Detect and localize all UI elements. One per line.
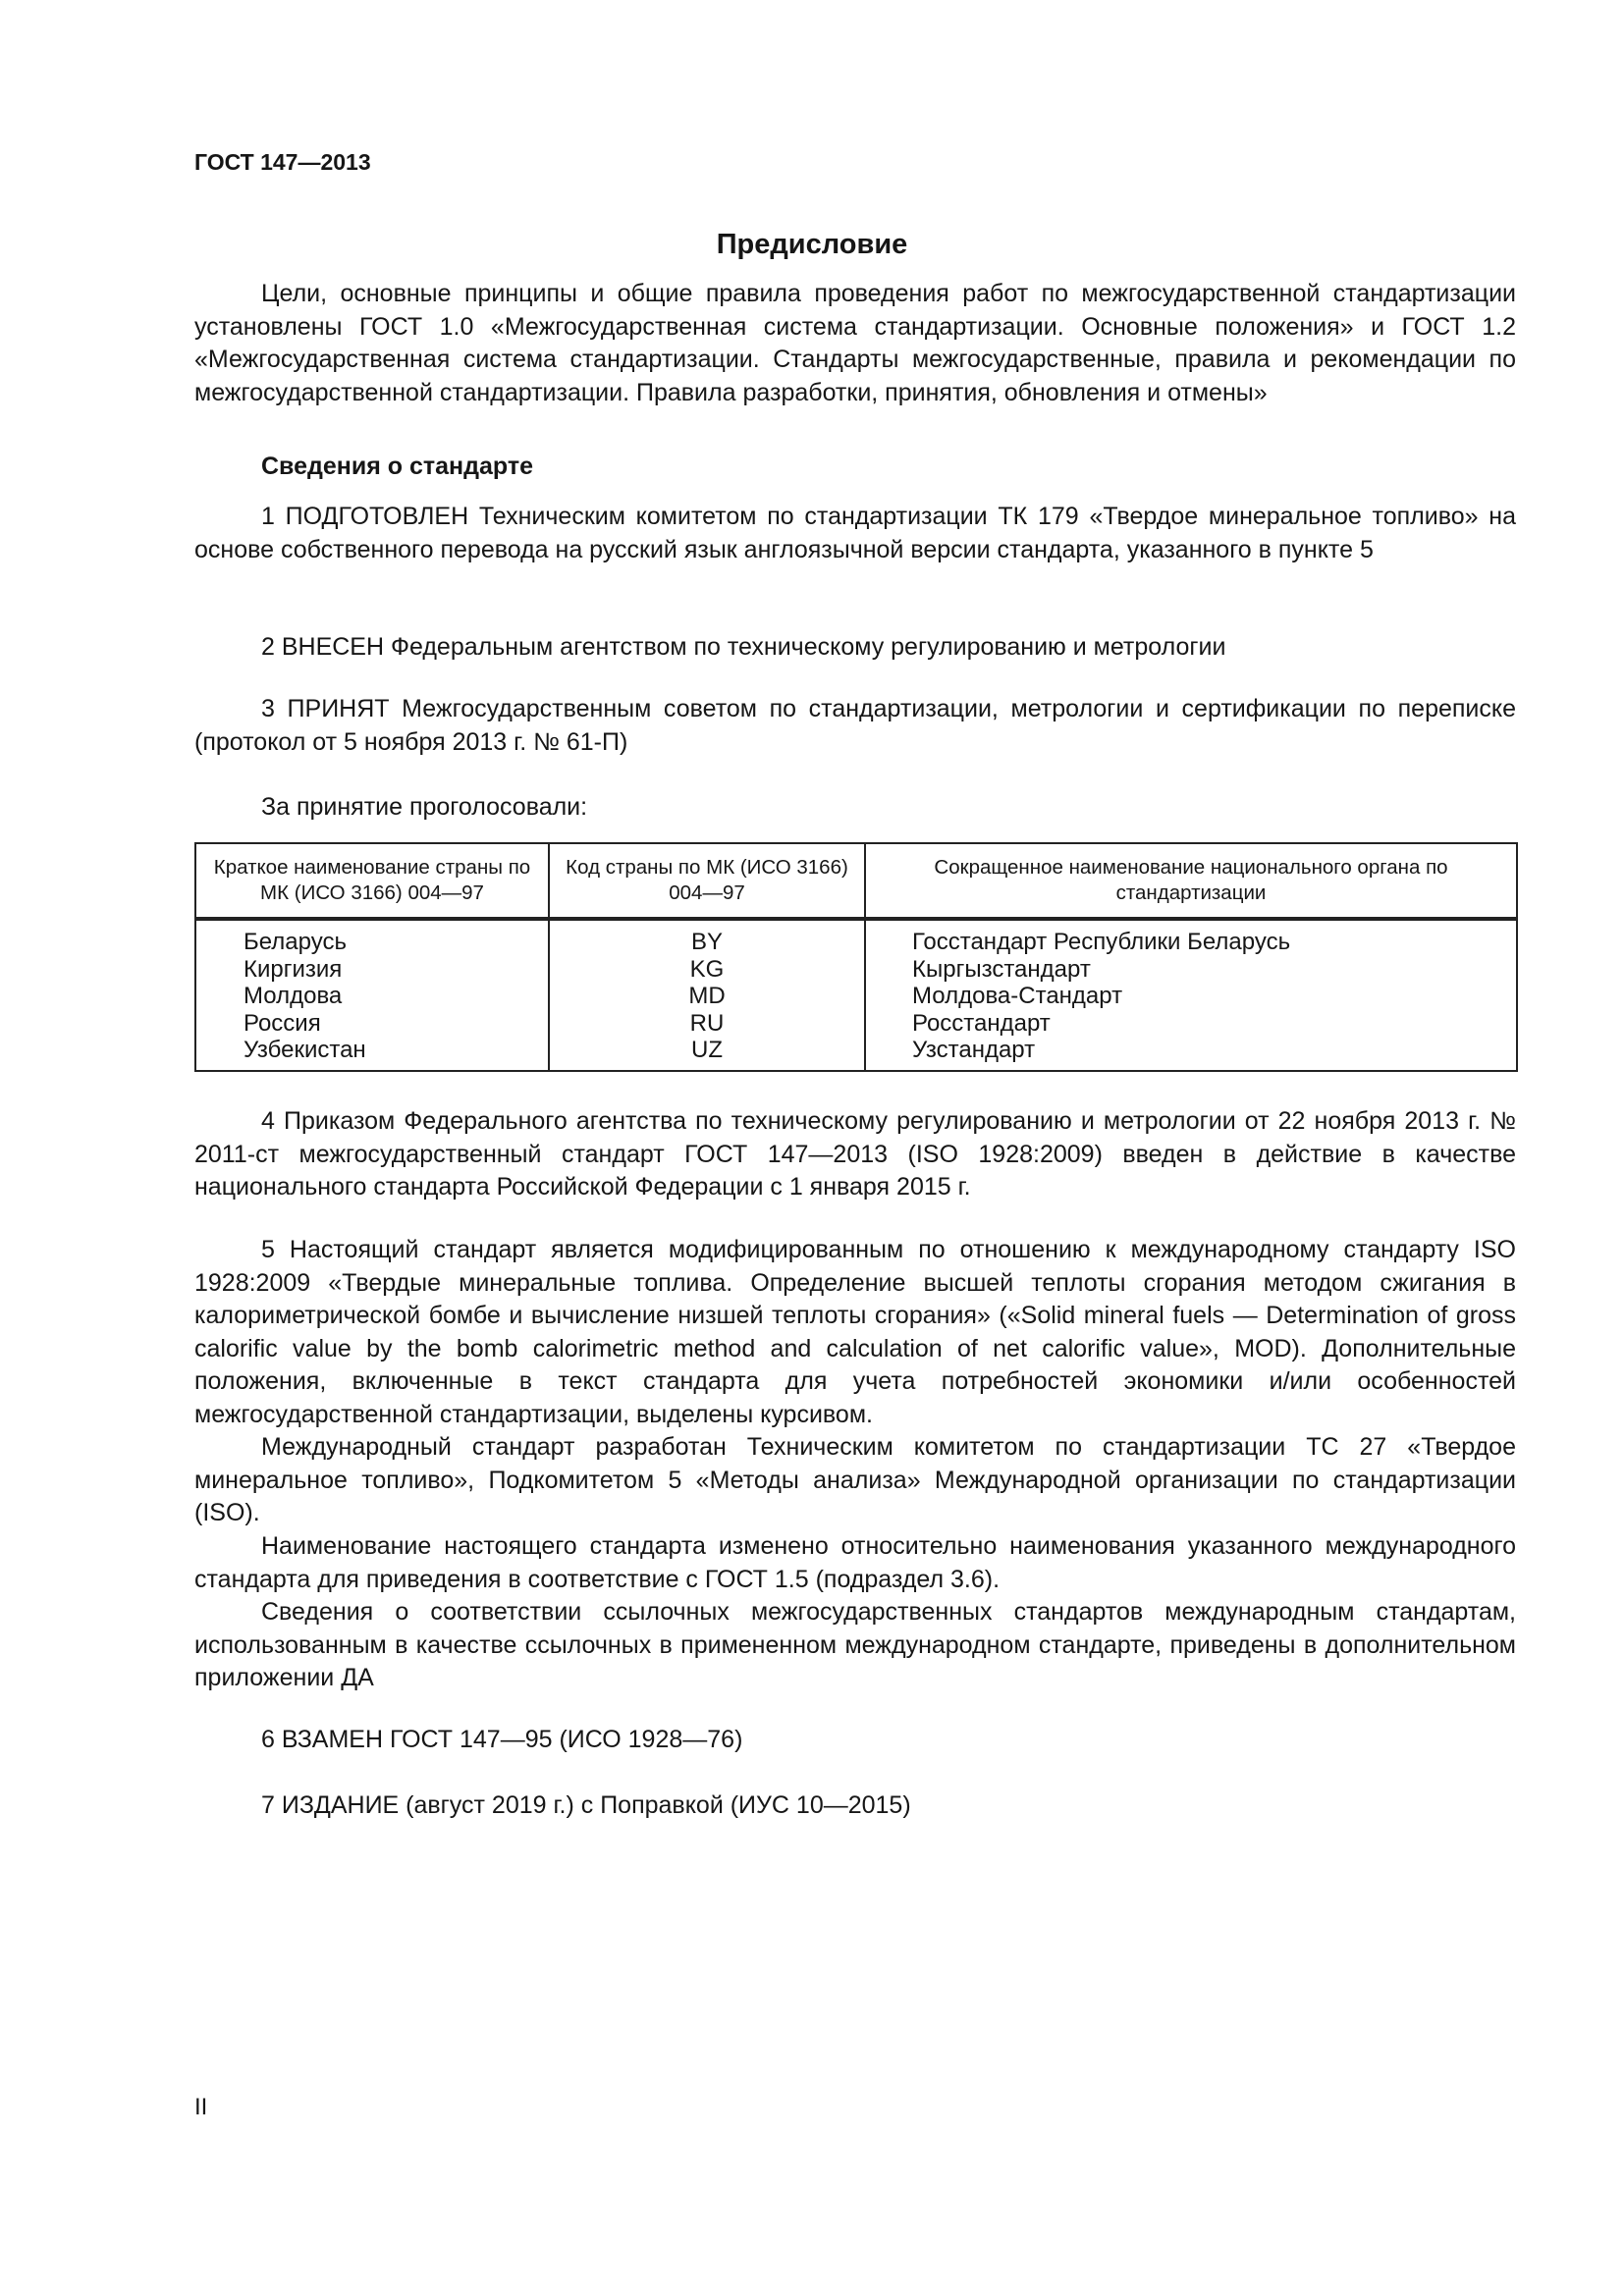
section-heading: Сведения о стандарте: [261, 453, 534, 480]
table-cell-country: Беларусь: [244, 929, 347, 955]
votes-label: За принятие проголосовали:: [261, 793, 588, 821]
item-7-paragraph: 7 ИЗДАНИЕ (август 2019 г.) с Поправкой (ИУС 10—2015): [261, 1791, 911, 1819]
page-title: Предисловие: [716, 229, 908, 260]
item-5-paragraph: 5 Настоящий стандарт является модифицированным по отношению к международному стандарту ISO 1928:2009 «Твердые минеральные топлива. Определение высшей теплоты сгорания методом сжигания в калориметрической бомбе и вычисление низшей теплоты сгорания» («Solid mineral fuels — Determination of gross calorific value by the bomb calorimetric method and calculation of net calorific value», MOD). Дополнительные положения, включенные в текст стандарта для учета потребностей экономики и/или особенностей межгосударственной стандартизации, выделены курсивом.: [194, 1236, 1516, 1428]
table-cell-code: UZ: [691, 1037, 723, 1064]
table-cell-country: Киргизия: [244, 955, 343, 983]
table-cell-code: BY: [690, 929, 723, 955]
table-cell-country: Узбекистан: [244, 1037, 366, 1064]
table-cell-organization: Молдова-Стандарт: [912, 983, 1123, 1010]
table-cell-country: Россия: [244, 1009, 321, 1037]
intro-paragraph: Цели, основные принципы и общие правила проведения работ по межгосударственной стандартизации установлены ГОСТ 1.0 «Межгосударственная система стандартизации. Основные положения» и ГОСТ 1.2 «Межгосударственная система стандартизации. Стандарты межгосударственные, правила и рекомендации по межгосударственной стандартизации. Правила разработки, принятия, обновления и отмены»: [194, 280, 1516, 406]
item-5-paragraph-references: Сведения о соответствии ссылочных межгосударственных стандартов международным стандартам, использованным в качестве ссылочных в примененном международном стандарте, приведены в дополнительном приложении ДА: [194, 1598, 1516, 1691]
document-header: ГОСТ 147—2013: [194, 149, 371, 175]
item-1-paragraph: 1 ПОДГОТОВЛЕН Техническим комитетом по стандартизации ТК 179 «Твердое минеральное топливо» на основе собственного перевода на русский язык англоязычной версии стандарта, указанного в пункте 5: [194, 503, 1516, 563]
votes-table: [194, 842, 1518, 1072]
item-5-paragraph-name-change: Наименование настоящего стандарта изменено относительно наименования указанного международного стандарта для приведения в соответствие с ГОСТ 1.5 (подраздел 3.6).: [194, 1532, 1516, 1593]
item-5-paragraph-international: Международный стандарт разработан Техническим комитетом по стандартизации TC 27 «Твердое минеральное топливо», Подкомитетом 5 «Методы анализа» Международной организации по стандартизации (ISO).: [194, 1433, 1516, 1526]
table-header-country: Краткое наименование страны по МК (ИСО 3166) 004—97: [195, 843, 549, 919]
item-3-paragraph: 3 ПРИНЯТ Межгосударственным советом по стандартизации, метрологии и сертификации по переписке (протокол от 5 ноября 2013 г. № 61-П): [194, 695, 1516, 756]
table-cell-code: KG: [689, 955, 725, 983]
country-column: [195, 919, 549, 1071]
organization-column: [865, 919, 1517, 1071]
table-cell-code: RU: [689, 1009, 725, 1037]
code-column: [549, 919, 865, 1071]
table-body-row: [195, 919, 1517, 1071]
table-header-row: [195, 843, 1517, 919]
table-cell-country: Молдова: [244, 983, 343, 1010]
item-6-paragraph: 6 ВЗАМЕН ГОСТ 147—95 (ИСО 1928—76): [261, 1726, 743, 1753]
table-cell-organization: Росстандарт: [912, 1009, 1051, 1037]
item-2-paragraph: 2 ВНЕСЕН Федеральным агентством по техническому регулированию и метрологии: [261, 633, 1226, 661]
item-4-paragraph: 4 Приказом Федерального агентства по техническому регулированию и метрологии от 22 ноября 2013 г. № 2011-ст межгосударственный стандарт ГОСТ 147—2013 (ISO 1928:2009) введен в действие в качестве национального стандарта Российской Федерации с 1 января 2015 г.: [194, 1107, 1516, 1201]
table-cell-code: MD: [688, 983, 726, 1010]
table-cell-organization: Узстандарт: [912, 1037, 1036, 1064]
table-header-organization: Сокращенное наименование национального органа по стандартизации: [865, 843, 1517, 919]
page-number: II: [194, 2094, 208, 2120]
table-cell-organization: Кыргызстандарт: [912, 955, 1091, 983]
table-header-code: Код страны по МК (ИСО 3166) 004—97: [549, 843, 865, 919]
table-cell-organization: Госстандарт Республики Беларусь: [912, 929, 1291, 955]
